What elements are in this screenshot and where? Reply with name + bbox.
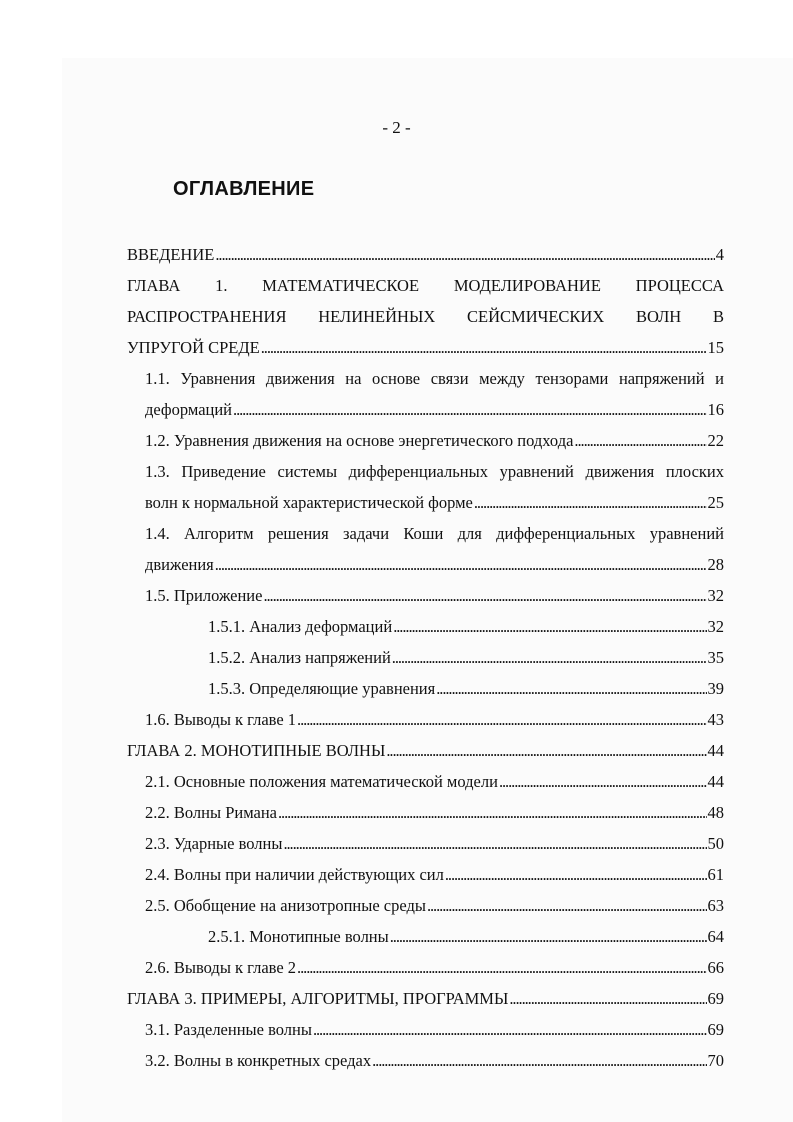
toc-entry-section-2-6	[145, 957, 724, 979]
toc-page-number: 69	[707, 989, 724, 1008]
toc-entry-label: 2.4. Волны при наличии действующих сил	[145, 865, 444, 884]
toc-page-number: 32	[707, 617, 724, 636]
toc-entry-section-1-1	[145, 399, 724, 421]
toc-page-number: 50	[707, 834, 724, 853]
toc-page-number: 22	[707, 431, 724, 450]
toc-entry-label: УПРУГОЙ СРЕДЕ	[127, 338, 260, 357]
toc-entry-section-1-3	[145, 492, 724, 514]
toc-entry-section-1-5-3	[208, 678, 724, 700]
toc-entry-label: 1.5. Приложение	[145, 586, 263, 605]
toc-entry-label: 1.5.2. Анализ напряжений	[208, 648, 391, 667]
toc-page-number: 39	[707, 679, 724, 698]
toc-section-1-1-line-1: 1.1. Уравнения движения на основе связи между тензорами напряжений и	[145, 369, 724, 388]
toc-entry-label: волн к нормальной характеристической форме	[145, 493, 473, 512]
toc-entry-label: деформаций	[145, 400, 233, 419]
toc-page-number: 35	[707, 648, 724, 667]
toc-entry-label: 1.5.3. Определяющие уравнения	[208, 679, 436, 698]
leader-dots	[386, 740, 706, 762]
toc-page-number: 15	[707, 338, 724, 357]
toc-entry-introduction	[127, 244, 724, 266]
toc-entry-label: ГЛАВА 3. ПРИМЕРЫ, АЛГОРИТМЫ, ПРОГРАММЫ	[127, 989, 509, 1008]
toc-entry-section-2-1	[145, 771, 724, 793]
toc-page-number: 4	[715, 245, 724, 264]
leader-dots	[297, 709, 706, 731]
toc-entry-section-1-5-2	[208, 647, 724, 669]
toc-entry-section-2-3	[145, 833, 724, 855]
toc-entry-section-2-5-1	[208, 926, 724, 948]
toc-entry-chapter-3	[127, 988, 724, 1010]
toc-entry-section-2-4	[145, 864, 724, 886]
toc-entry-label: 2.6. Выводы к главе 2	[145, 958, 297, 977]
toc-entry-label: 3.1. Разделенные волны	[145, 1020, 312, 1039]
toc-page-number: 66	[707, 958, 724, 977]
leader-dots	[215, 244, 714, 266]
leader-dots	[509, 988, 706, 1010]
toc-chapter-1-title-line-1: ГЛАВА 1. МАТЕМАТИЧЕСКОЕ МОДЕЛИРОВАНИЕ ПРОЦЕССА	[127, 276, 724, 295]
leader-dots	[499, 771, 707, 793]
toc-page-number: 44	[707, 772, 724, 791]
leader-dots	[233, 399, 706, 421]
toc-entry-section-1-5-1	[208, 616, 724, 638]
toc-section-1-3-line-1: 1.3. Приведение системы дифференциальных уравнений движения плоских	[145, 462, 724, 481]
toc-entry-label: 2.5. Обобщение на анизотропные среды	[145, 896, 426, 915]
toc-section-1-4-line-1: 1.4. Алгоритм решения задачи Коши для дифференциальных уравнений	[145, 524, 724, 543]
leader-dots	[261, 337, 707, 359]
toc-entry-label: ГЛАВА 2. МОНОТИПНЫЕ ВОЛНЫ	[127, 741, 386, 760]
toc-entry-section-1-4	[145, 554, 724, 576]
page-title: ОГЛАВЛЕНИЕ	[173, 178, 315, 200]
toc-entry-label: ВВЕДЕНИЕ	[127, 245, 215, 264]
leader-dots	[436, 678, 706, 700]
leader-dots	[283, 833, 706, 855]
toc-entry-label: 3.2. Волны в конкретных средах	[145, 1051, 372, 1070]
leader-dots	[390, 926, 707, 948]
toc-entry-label: 1.2. Уравнения движения на основе энергетического подхода	[145, 431, 574, 450]
toc-page-number: 64	[707, 927, 724, 946]
leader-dots	[313, 1019, 707, 1041]
toc-entry-section-1-6	[145, 709, 724, 731]
toc-entry-section-2-5	[145, 895, 724, 917]
toc-page-number: 70	[707, 1051, 724, 1070]
page-number: - 2 -	[382, 118, 411, 137]
leader-dots	[574, 430, 706, 452]
toc-page-number: 69	[707, 1020, 724, 1039]
toc-entry-section-1-5	[145, 585, 724, 607]
toc-entry-label: 2.3. Ударные волны	[145, 834, 283, 853]
toc-entry-chapter-2	[127, 740, 724, 762]
toc-entry-label: 2.1. Основные положения математической модели	[145, 772, 498, 791]
toc-entry-section-3-1	[145, 1019, 724, 1041]
leader-dots	[372, 1050, 706, 1072]
toc-page-number: 61	[707, 865, 724, 884]
leader-dots	[427, 895, 707, 917]
toc-entry-label: 1.6. Выводы к главе 1	[145, 710, 297, 729]
toc-entry-label: 2.5.1. Монотипные волны	[208, 927, 389, 946]
toc-page-number: 16	[707, 400, 724, 419]
toc-page-number: 28	[707, 555, 724, 574]
toc-page-number: 63	[707, 896, 724, 915]
leader-dots	[392, 647, 707, 669]
toc-entry-label: движения	[145, 555, 214, 574]
toc-entry-section-1-2	[145, 430, 724, 452]
toc-page-number: 44	[707, 741, 724, 760]
toc-entry-section-2-2	[145, 802, 724, 824]
toc-entry-chapter-1	[127, 337, 724, 359]
toc-chapter-1-title-line-2: РАСПРОСТРАНЕНИЯ НЕЛИНЕЙНЫХ СЕЙСМИЧЕСКИХ ВОЛН В	[127, 307, 724, 326]
toc-page-number: 32	[707, 586, 724, 605]
leader-dots	[263, 585, 706, 607]
toc-entry-label: 1.5.1. Анализ деформаций	[208, 617, 393, 636]
leader-dots	[278, 802, 707, 824]
toc-page-number: 43	[707, 710, 724, 729]
leader-dots	[215, 554, 707, 576]
leader-dots	[393, 616, 706, 638]
toc-page-number: 25	[707, 493, 724, 512]
leader-dots	[445, 864, 707, 886]
toc-page-number: 48	[707, 803, 724, 822]
leader-dots	[474, 492, 707, 514]
toc-entry-section-3-2	[145, 1050, 724, 1072]
toc-entry-label: 2.2. Волны Римана	[145, 803, 277, 822]
leader-dots	[297, 957, 706, 979]
